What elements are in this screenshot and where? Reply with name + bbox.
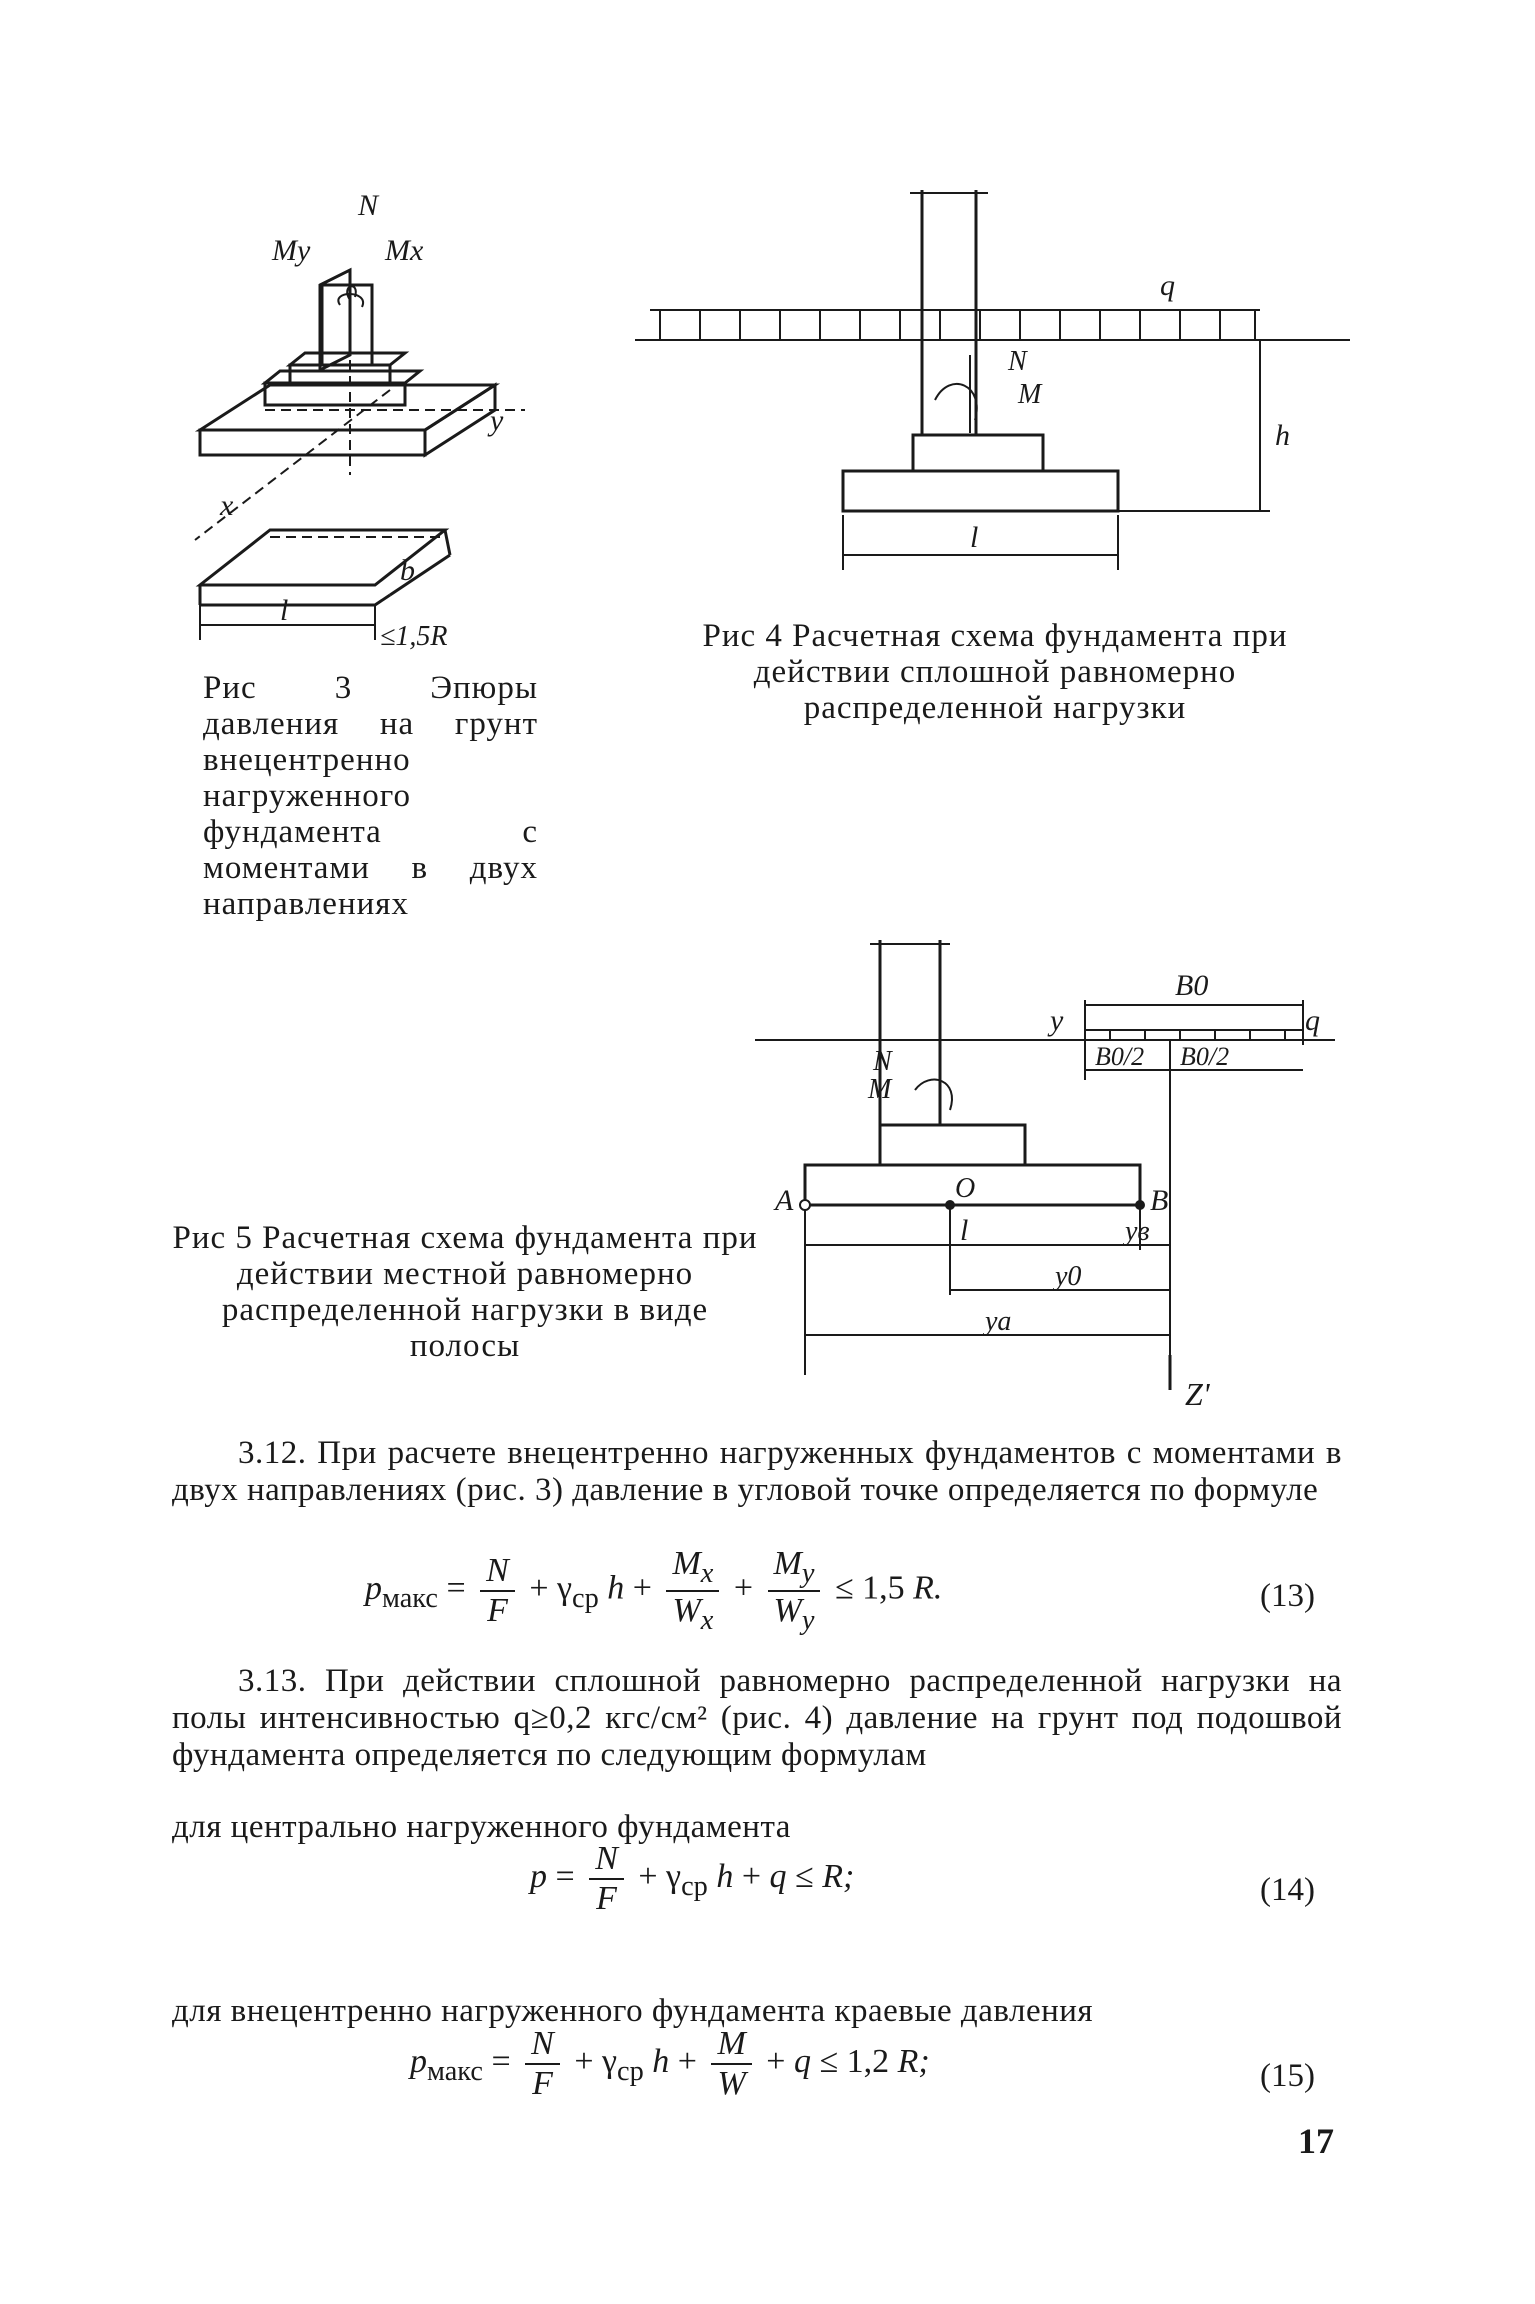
- footing-step: [913, 435, 1043, 471]
- label-q: q: [1160, 269, 1175, 302]
- label-B: B: [1150, 1184, 1169, 1217]
- label-l: l: [970, 521, 979, 554]
- load-arrows: [1110, 1030, 1285, 1040]
- paragraph-3-13: 3.13. При действии сплошной равномерно распределенной нагрузки на полы интенсивностью q≥0,2 кгс/см² (рис. 4) давление на грунт под подошвой фундамента определяется по следующим формулам: [172, 1663, 1342, 1773]
- figure-5: [755, 935, 1335, 1410]
- label-z: Z': [1185, 1376, 1210, 1410]
- label-l: l: [960, 1214, 969, 1247]
- label-B0half-left: B0/2: [1095, 1042, 1145, 1071]
- equation-15: $p_{макс}$ = $\frac{N}{F}$ + $\gamma_{ср}$ h + $\frac{M}{W}$ + q ≤ 1,2 R;: [410, 2025, 930, 2102]
- label-x: x: [220, 489, 234, 522]
- equation-14-number: (14): [1260, 1872, 1315, 1908]
- footing-step: [880, 1125, 1025, 1165]
- equation-14: p = $\frac{N}{F}$ + $\gamma_{ср}$ h + q ≤ R;: [530, 1840, 855, 1917]
- caption-fig5: Рис 5 Расчетная схема фундамента при действии местной равномерно распределенной нагрузки в виде полосы: [172, 1220, 758, 1364]
- label-M: M: [868, 1074, 892, 1105]
- page-number: 17: [1298, 2121, 1334, 2161]
- label-l: l: [280, 594, 289, 627]
- label-limit: ≤1,5R: [380, 621, 448, 652]
- label-yb: yв: [1125, 1216, 1150, 1247]
- label-B0: B0: [1175, 969, 1209, 1002]
- figure-4: [630, 185, 1350, 595]
- label-q: q: [1305, 1004, 1320, 1037]
- footing-base: [843, 471, 1118, 511]
- label-ya: ya: [985, 1306, 1012, 1337]
- label-My: My: [272, 234, 311, 267]
- paragraph-eccentric: для внецентренно нагруженного фундамента краевые давления: [172, 1993, 1094, 2029]
- label-y0: y0: [1055, 1261, 1082, 1292]
- equation-13-number: (13): [1260, 1578, 1315, 1614]
- equation-13: $p_{макс}$ = $\frac{N}{F}$ + $\gamma_{ср}$ h + $\frac{M_x}{W_x}$ + $\frac{M_y}{W_y}$ ≤ 1,5 R.: [365, 1545, 943, 1636]
- label-N: N: [873, 1046, 892, 1077]
- figure-3: [190, 185, 550, 665]
- caption-fig3: Рис 3 Эпюры давления на грунт внецентренно нагруженного фундамента с моментами в двух направлениях: [203, 670, 538, 922]
- label-y: y: [1050, 1004, 1064, 1037]
- label-y: y: [490, 404, 504, 437]
- equation-15-number: (15): [1260, 2058, 1315, 2094]
- label-Mx: Mx: [385, 234, 424, 267]
- load-arrows: [660, 310, 1255, 340]
- caption-fig4: Рис 4 Расчетная схема фундамента при действии сплошной равномерно распределенной нагрузки: [702, 618, 1288, 726]
- paragraph-central: для центрально нагруженного фундамента: [172, 1809, 791, 1845]
- label-b: b: [400, 554, 415, 587]
- label-N: N: [1008, 346, 1027, 377]
- paragraph-3-12: 3.12. При расчете внецентренно нагруженных фундаментов с моментами в двух направлениях (рис. 3) давление в угловой точке определяется по формуле: [172, 1435, 1342, 1508]
- label-M: M: [1018, 379, 1042, 410]
- label-h: h: [1275, 419, 1290, 452]
- label-N: N: [358, 189, 379, 222]
- label-O: O: [955, 1173, 976, 1204]
- label-B0half-right: B0/2: [1180, 1042, 1230, 1071]
- label-A: A: [775, 1184, 794, 1217]
